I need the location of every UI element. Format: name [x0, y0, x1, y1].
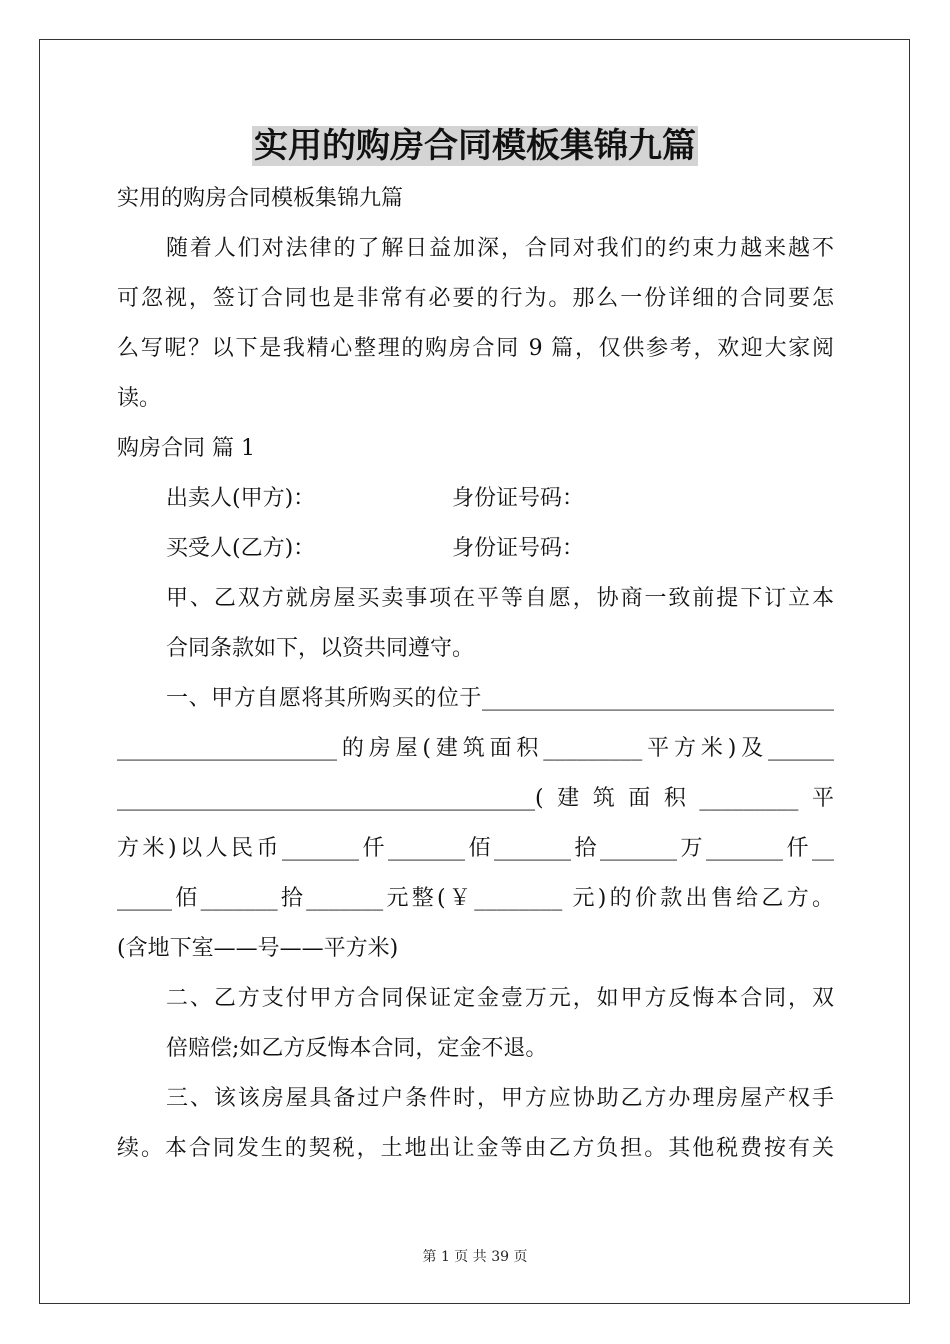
clause1-line-2: ____________________的房屋(建筑面积_________平方米)及______ [117, 736, 834, 761]
intro-line-1: 随着人们对法律的了解日益加深，合同对我们的约束力越来越不 [166, 236, 834, 261]
clause1-line-5: _____佰_______拾_______元整(￥________ 元)的价款出售给乙方。 [117, 886, 834, 911]
clause1-line-1: 一、甲方自愿将其所购买的位于________________________________ [166, 686, 834, 711]
seller-label: 出卖人(甲方)： [166, 486, 316, 511]
preamble-line-2: 合同条款如下，以资共同遵守。 [166, 636, 475, 661]
intro-line-2: 可忽视，签订合同也是非常有必要的行为。那么一份详细的合同要怎 [117, 286, 834, 311]
document-title: 实用的购房合同模板集锦九篇 [254, 126, 696, 166]
clause3-line-2: 续。本合同发生的契税，土地出让金等由乙方负担。其他税费按有关 [117, 1136, 834, 1161]
buyer-id-label: 身份证号码： [452, 536, 585, 561]
section-heading: 购房合同 篇 1 [117, 436, 255, 461]
clause1-line-6: (含地下室——号——平方米) [117, 936, 399, 961]
page-border [39, 39, 910, 1304]
intro-line-4: 读。 [117, 386, 162, 411]
intro-line-3: 么写呢？以下是我精心整理的购房合同 9 篇，仅供参考，欢迎大家阅 [117, 336, 834, 361]
clause2-line-2: 倍赔偿;如乙方反悔本合同，定金不退。 [166, 1036, 548, 1061]
preamble-line-1: 甲、乙双方就房屋买卖事项在平等自愿，协商一致前提下订立本 [166, 586, 834, 611]
page-number: 第 1 页 共 39 页 [422, 1249, 528, 1265]
buyer-label: 买受人(乙方)： [166, 536, 316, 561]
document-subtitle: 实用的购房合同模板集锦九篇 [117, 186, 404, 211]
clause2-line-1: 二、乙方支付甲方合同保证定金壹万元，如甲方反悔本合同，双 [166, 986, 834, 1011]
clause3-line-1: 三、该该房屋具备过户条件时，甲方应协助乙方办理房屋产权手 [166, 1086, 834, 1111]
seller-id-label: 身份证号码： [452, 486, 585, 511]
clause1-line-3: ______________________________________(建筑面积_________平 [117, 786, 834, 811]
clause1-line-4: 方米)以人民币_______仟_______佰_______拾_______万_______仟__ [117, 836, 834, 861]
